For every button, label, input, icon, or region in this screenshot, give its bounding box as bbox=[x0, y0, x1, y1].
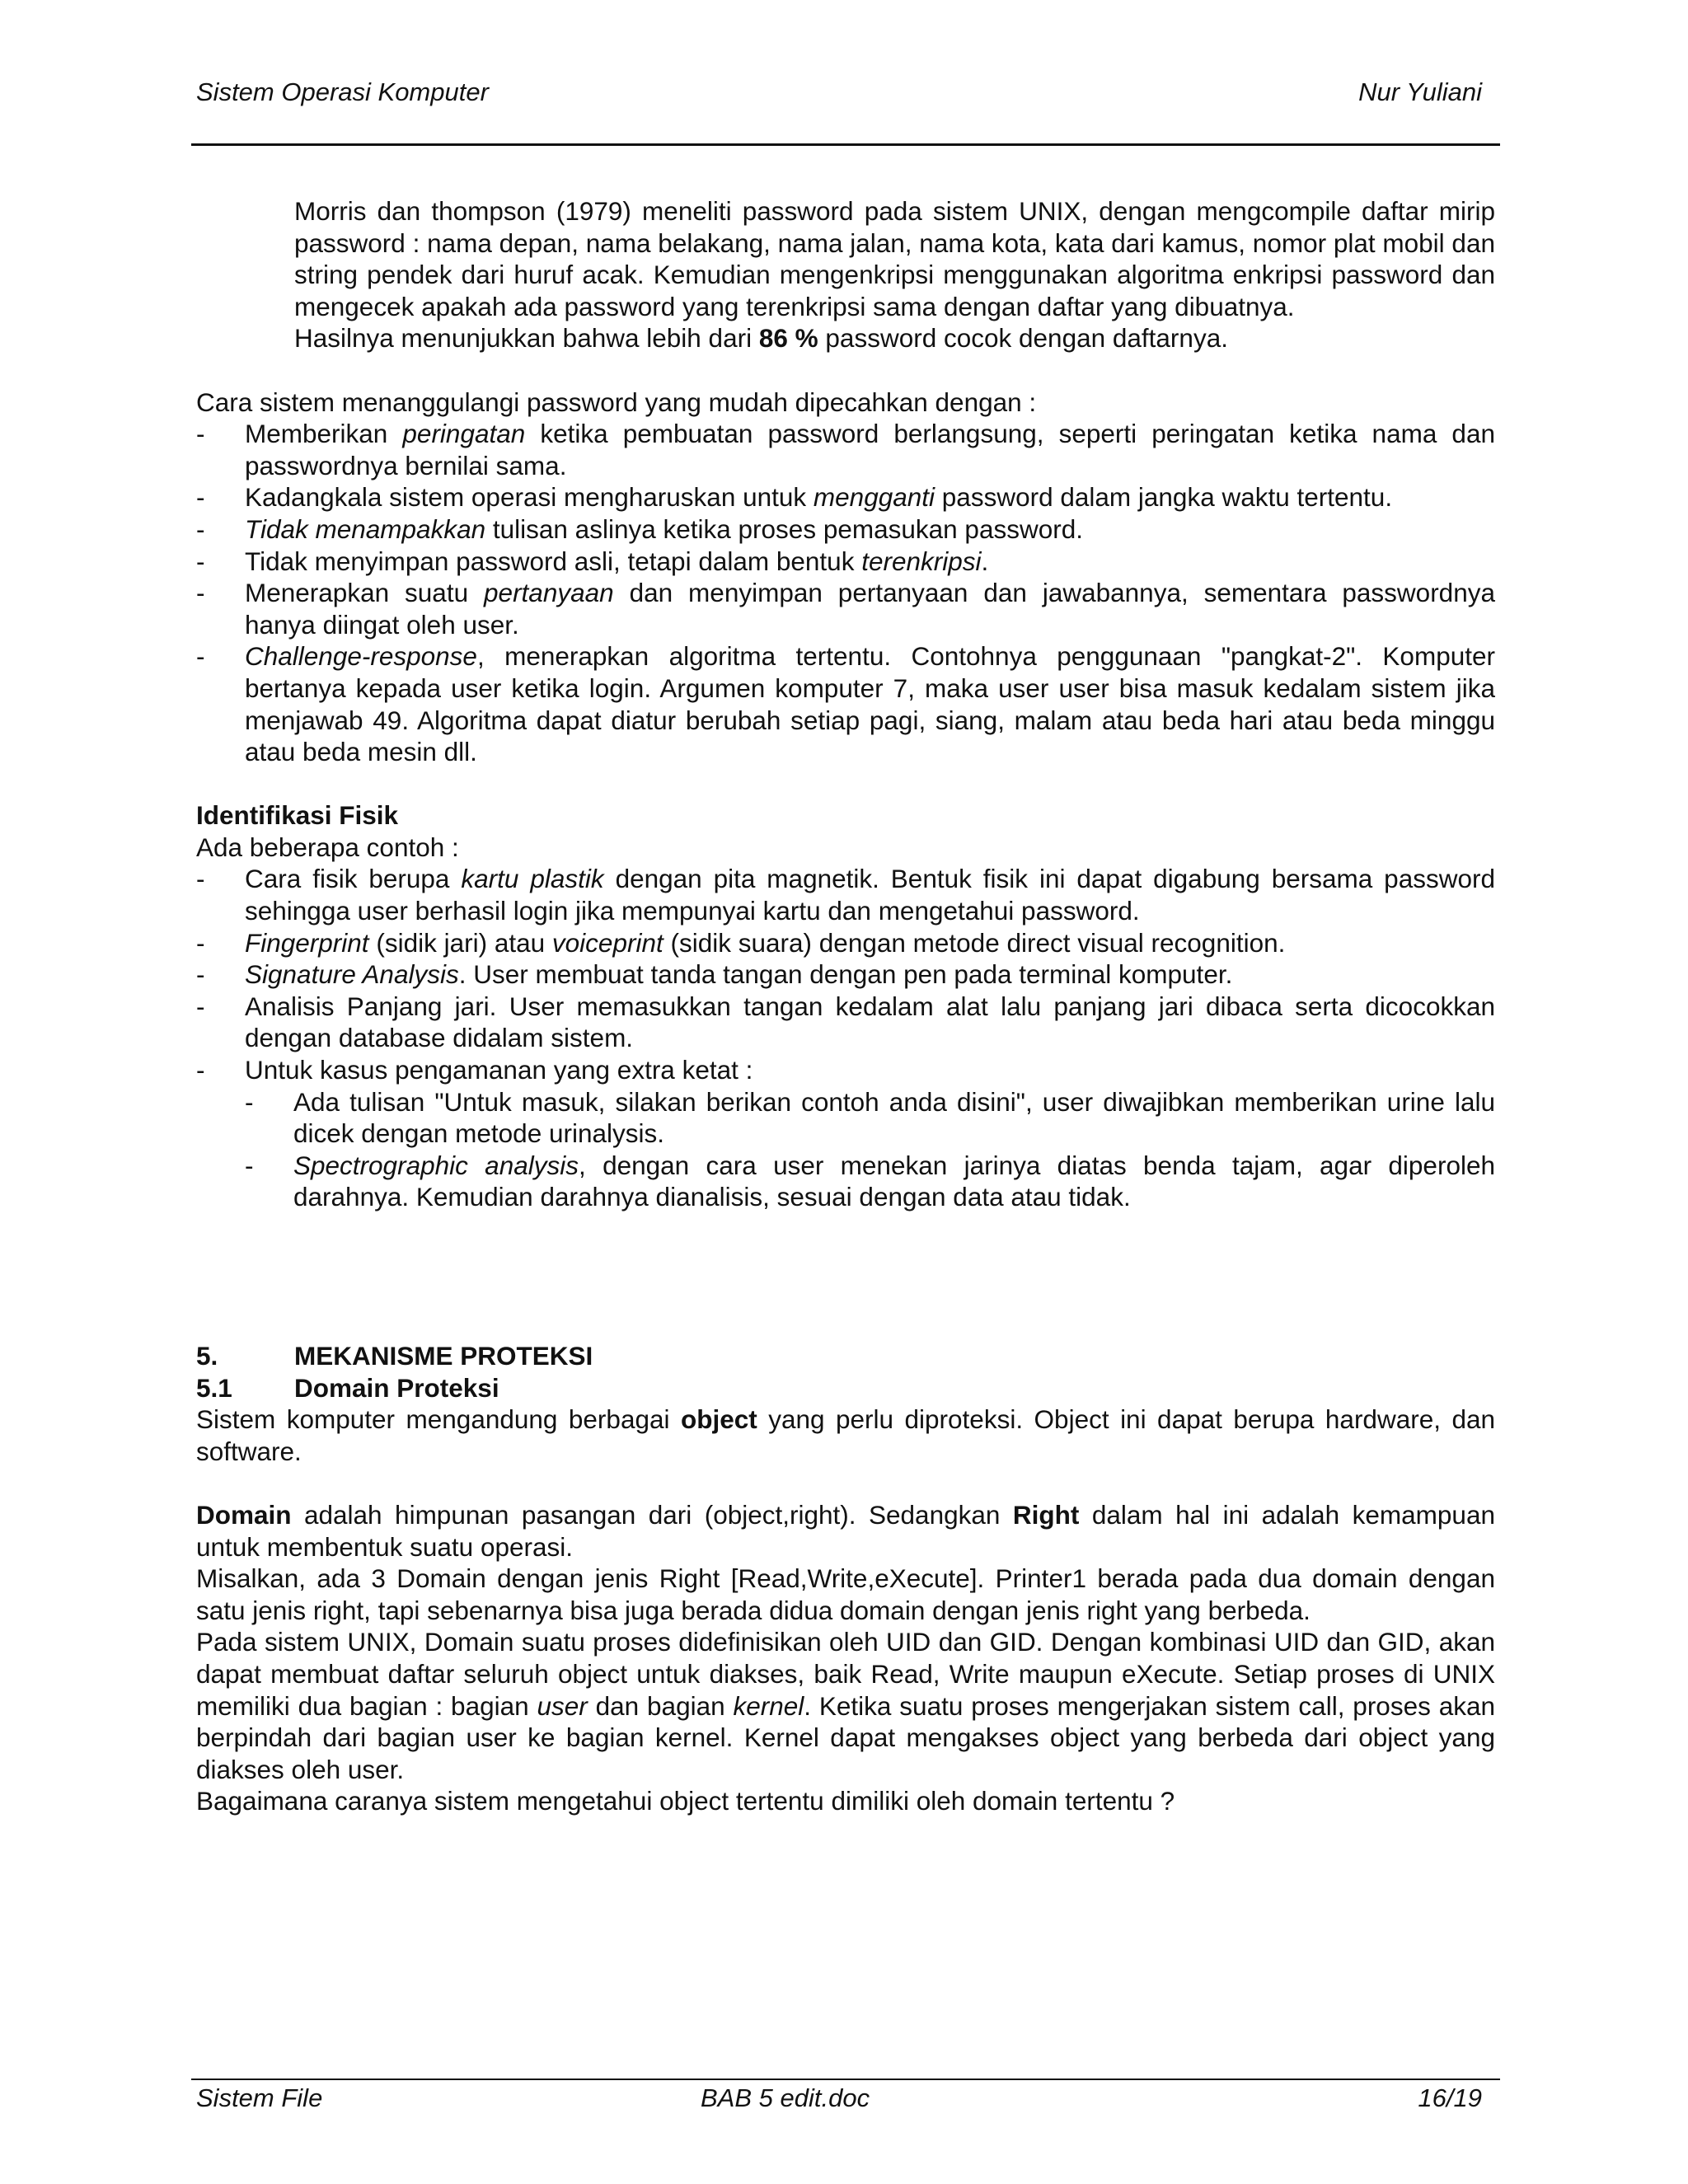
study-result-paragraph bbox=[294, 322, 1495, 354]
list-item-text: . bbox=[981, 546, 989, 576]
list-item-text: Tidak menyimpan password asli, tetapi dalam bentuk bbox=[245, 546, 862, 576]
section-heading-mekanisme-proteksi bbox=[196, 1340, 1495, 1372]
document-body bbox=[196, 195, 1495, 1817]
paragraph-bold: Right bbox=[1012, 1499, 1080, 1530]
study-result-text-end: password cocok dengan daftarnya. bbox=[818, 323, 1228, 354]
bullet-dash: - bbox=[245, 1086, 254, 1117]
subsection-number: 5.1 bbox=[196, 1372, 232, 1403]
paragraph-text: dan bagian bbox=[587, 1690, 734, 1721]
paragraph-text: dalam hal ini adalah kemampuan untuk membentuk suatu operasi. bbox=[196, 1499, 1495, 1562]
list-item bbox=[196, 546, 1495, 578]
list-item-text: Memberikan bbox=[245, 419, 403, 449]
header-document-title: Sistem Operasi Komputer bbox=[196, 77, 489, 106]
list-item-emphasis: peringatan bbox=[402, 419, 526, 449]
paragraph-emphasis: kernel bbox=[733, 1690, 804, 1721]
bullet-dash: - bbox=[196, 546, 205, 576]
domain-paragraph-1 bbox=[196, 1404, 1495, 1467]
list-item bbox=[196, 1054, 1495, 1086]
list-item bbox=[196, 513, 1495, 546]
list-item bbox=[196, 927, 1495, 959]
blank-line bbox=[196, 354, 1495, 387]
countermeasures-intro: Cara sistem menanggulangi password yang mudah dipecahkan dengan : bbox=[196, 387, 1037, 417]
bullet-dash: - bbox=[196, 419, 205, 449]
domain-paragraph-5: Bagaimana caranya sistem mengetahui object tertentu dimiliki oleh domain tertentu ? bbox=[196, 1786, 1175, 1816]
footer-filename: BAB 5 edit.doc bbox=[701, 2083, 870, 2112]
subsection-title: Domain Proteksi bbox=[294, 1372, 499, 1403]
bullet-dash: - bbox=[196, 482, 205, 513]
paragraph-text: Pada sistem UNIX, Domain suatu proses didefinisikan oleh UID dan GID. Dengan kombinasi UID dan GID, akan dapat membuat daftar seluruh object untuk diakses, baik Read, Write maupun eXecute. Setiap proses di UNIX memiliki dua bagian : bagian bbox=[196, 1627, 1495, 1721]
subsection-heading-domain-proteksi bbox=[196, 1372, 1495, 1404]
section-title: MEKANISME PROTEKSI bbox=[294, 1341, 593, 1371]
physical-id-intro: Ada beberapa contoh : bbox=[196, 832, 459, 862]
list-item-text: Analisis Panjang jari. User memasukkan tangan kedalam alat lalu panjang jari dibaca serta dicocokkan dengan database didalam sistem. bbox=[245, 991, 1495, 1053]
paragraph-text: adalah himpunan pasangan dari (object,right). Sedangkan bbox=[291, 1499, 1013, 1530]
bullet-dash: - bbox=[196, 864, 205, 894]
bullet-dash: - bbox=[196, 578, 205, 608]
list-item-emphasis: Tidak menampakkan bbox=[245, 513, 486, 544]
password-study-block bbox=[294, 195, 1495, 354]
page-header bbox=[196, 76, 1482, 109]
bullet-dash: - bbox=[196, 991, 205, 1021]
footer-chapter: Sistem File bbox=[196, 2083, 323, 2112]
list-item bbox=[245, 1086, 1495, 1150]
list-item-text: (sidik jari) atau bbox=[368, 927, 552, 958]
list-item-text: Cara fisik berupa bbox=[245, 864, 462, 894]
domain-paragraph-2 bbox=[196, 1499, 1495, 1563]
physical-id-list bbox=[196, 863, 1495, 1085]
bullet-dash: - bbox=[196, 641, 205, 672]
list-item-emphasis: Fingerprint bbox=[245, 927, 369, 958]
page-footer bbox=[196, 2082, 1482, 2115]
list-item-text: . User membuat tanda tangan dengan pen pada terminal komputer. bbox=[458, 959, 1233, 990]
paragraph-emphasis: user bbox=[537, 1690, 588, 1721]
vertical-gap bbox=[196, 1213, 1495, 1340]
paragraph-text: . Ketika suatu proses mengerjakan sistem call, proses akan berpindah dari bagian user ke bagian kernel. Kernel dapat mengakses object yang berbeda dari object yang diakses oleh user. bbox=[196, 1690, 1496, 1784]
list-item-text: Menerapkan suatu bbox=[245, 578, 485, 608]
list-item-emphasis: terenkripsi bbox=[861, 546, 982, 576]
bullet-dash: - bbox=[196, 959, 205, 990]
bullet-dash: - bbox=[196, 1055, 205, 1085]
list-item-emphasis: Challenge-response bbox=[245, 641, 477, 672]
study-paragraph: Morris dan thompson (1979) meneliti password pada sistem UNIX, dengan mengcompile daftar mirip password : nama depan, nama belakang, nama jalan, nama kota, kata dari kamus, nomor plat mobil dan string pendek dari huruf acak. Kemudian mengenkripsi menggunakan algoritma enkripsi password dan mengecek apakah ada password yang terenkripsi sama dengan daftar yang dibuatnya. bbox=[294, 196, 1495, 321]
list-item bbox=[245, 1150, 1495, 1213]
list-item-text: Untuk kasus pengamanan yang extra ketat : bbox=[245, 1055, 753, 1085]
list-item-emphasis: Spectrographic analysis bbox=[293, 1150, 579, 1180]
list-item-emphasis: mengganti bbox=[813, 482, 935, 513]
list-item-emphasis: kartu plastik bbox=[461, 864, 604, 894]
list-item-text: password dalam jangka waktu tertentu. bbox=[935, 482, 1393, 513]
bullet-dash: - bbox=[196, 513, 205, 544]
footer-rule bbox=[191, 2079, 1500, 2080]
header-rule bbox=[191, 143, 1500, 146]
list-item-text: Ada tulisan "Untuk masuk, silakan berikan contoh anda disini", user diwajibkan memberikan urine lalu dicek dengan metode urinalysis. bbox=[293, 1086, 1495, 1149]
paragraph-text: yang perlu diproteksi. Object ini dapat berupa hardware, dan software. bbox=[196, 1404, 1496, 1466]
list-item-emphasis: pertanyaan bbox=[484, 578, 614, 608]
list-item bbox=[196, 991, 1495, 1054]
paragraph-bold: object bbox=[680, 1404, 757, 1435]
domain-paragraph-4 bbox=[196, 1626, 1495, 1785]
footer-page-number: 16/19 bbox=[1418, 2083, 1482, 2112]
list-item-text: Kadangkala sistem operasi mengharuskan untuk bbox=[245, 482, 814, 513]
list-item-emphasis: voiceprint bbox=[551, 927, 663, 958]
countermeasures-list bbox=[196, 418, 1495, 768]
list-item-text: dan menyimpan pertanyaan dan jawabannya, sementara passwordnya hanya diingat oleh user. bbox=[245, 578, 1495, 640]
list-item bbox=[196, 640, 1495, 767]
list-item-emphasis: Signature Analysis bbox=[245, 959, 459, 990]
section-number: 5. bbox=[196, 1341, 218, 1371]
list-item bbox=[196, 577, 1495, 640]
list-item-text: tulisan aslinya ketika proses pemasukan password. bbox=[485, 513, 1083, 544]
list-item bbox=[196, 958, 1495, 991]
study-result-text: Hasilnya menunjukkan bahwa lebih dari bbox=[294, 323, 759, 354]
header-author: Nur Yuliani bbox=[1358, 77, 1482, 106]
list-item-text: ketika pembuatan password berlangsung, seperti peringatan ketika nama dan passwordnya bernilai sama. bbox=[245, 419, 1495, 480]
section-heading-identifikasi-fisik: Identifikasi Fisik bbox=[196, 800, 399, 831]
paragraph-bold: Domain bbox=[196, 1499, 292, 1530]
study-result-percent: 86 % bbox=[758, 323, 818, 354]
list-item-text: (sidik suara) dengan metode direct visual recognition. bbox=[663, 927, 1286, 958]
paragraph-text: Sistem komputer mengandung berbagai bbox=[196, 1404, 681, 1435]
bullet-dash: - bbox=[196, 927, 205, 958]
bullet-dash: - bbox=[245, 1150, 254, 1180]
blank-line bbox=[196, 1467, 1495, 1499]
extra-security-sublist bbox=[245, 1086, 1495, 1213]
list-item-text: , dengan cara user menekan jarinya diatas benda tajam, agar diperoleh darahnya. Kemudian darahnya dianalisis, sesuai dengan data atau tidak. bbox=[293, 1150, 1495, 1212]
list-item bbox=[196, 863, 1495, 926]
list-item-text: , menerapkan algoritma tertentu. Contohnya penggunaan "pangkat-2". Komputer bertanya kepada user ketika login. Argumen komputer 7, maka user user bisa masuk kedalam sistem jika menjawab 49. Algoritma dapat diatur berubah setiap pagi, siang, malam atau beda hari atau beda minggu atau beda mesin dll. bbox=[245, 641, 1495, 767]
domain-paragraph-3: Misalkan, ada 3 Domain dengan jenis Right [Read,Write,eXecute]. Printer1 berada pada dua domain dengan satu jenis right, tapi sebenarnya bisa juga berada didua domain dengan jenis right yang berbeda. bbox=[196, 1563, 1495, 1625]
list-item-text: dengan pita magnetik. Bentuk fisik ini dapat digabung bersama password sehingga user berhasil login jika mempunyai kartu dan mengetahui password. bbox=[245, 864, 1495, 926]
blank-line bbox=[196, 768, 1495, 800]
list-item bbox=[196, 418, 1495, 481]
list-item bbox=[196, 481, 1495, 513]
